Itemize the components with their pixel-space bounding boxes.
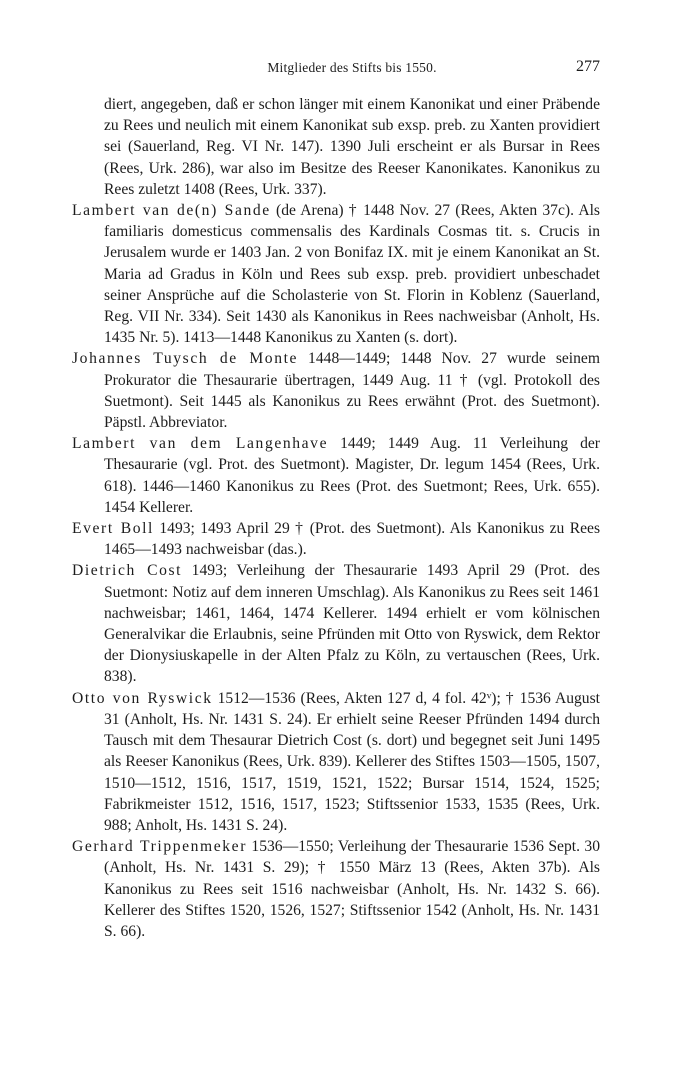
entry-name: Lambert van dem Langenhave [72,435,329,453]
running-title: Mitglieder des Stifts bis 1550. [267,60,437,75]
entry-lambert-van-dem-langenhave [72,433,600,518]
entry-name: Dietrich Cost [72,562,183,580]
page-header [104,60,600,80]
entry-name: Otto von Ryswick [72,689,213,707]
entry-continuation [72,94,600,200]
entry-text: 1493; Verleihung der Thesaurarie 1493 April 29 (Prot. des Suetmont: Notiz auf dem inneren Umschlag). Als Kanonikus zu Rees seit 1461 nachweisbar; 1461, 1464, 1474 Kellerer. 1494 erhielt er vom kölnischen Generalvikar die Erlaubnis, seine Pfründen mit Otto von Ryswick, dem Rektor der Dionysiuskapelle in der Alten Pfalz zu Köln, zu vertauschen (Rees, Urk. 838). [104,562,600,686]
entry-name: Gerhard Trippenmeker [72,838,247,856]
entry-text: (de Arena) † 1448 Nov. 27 (Rees, Akten 37c). Als familiaris domesticus commensalis des Kardinals Cosmas tit. s. Crucis in Jerusalem wurde er 1403 Jan. 2 von Bonifaz IX. mit je einem Kanonikat an St. Maria ad Gradus in Köln und Rees sub exsp. preb. providiert unbeschadet seiner Ansprüche auf die Scholasterie von St. Florin in Koblenz (Sauerland, Reg. VII Nr. 334). Seit 1430 als Kanonikus in Rees nachweisbar (Anholt, Hs. 1435 Nr. 5). 1413—1448 Kanonikus zu Xanten (s. dort). [104,202,600,347]
entry-otto-von-ryswick [72,688,600,836]
entry-text: 1449; 1449 Aug. 11 Verleihung der Thesaurarie (vgl. Prot. des Suetmont). Magister, Dr. legum 1454 (Rees, Urk. 618). 1446—1460 Kanonikus zu Rees (Prot. des Suetmont; Rees, Urk. 655). 1454 Kellerer. [104,435,600,516]
entry-evert-boll [72,518,600,560]
entry-johannes-tuysch-de-monte [72,348,600,433]
entry-gerhard-trippenmeker [72,836,600,942]
entry-name: Lambert van de(n) Sande [72,202,271,220]
entry-name: Johannes Tuysch de Monte [72,350,299,368]
entry-text: diert, angegeben, daß er schon länger mit einem Kanonikat und einer Präbende zu Rees und neulich mit einem Kanonikat sub exsp. preb. zu Xanten providiert sei (Sauerland, Reg. VI Nr. 147). 1390 Juli erscheint er als Bursar in Rees (Rees, Urk. 286), war also im Besitze des Reeser Kanonikates. Kanonikus zu Rees zuletzt 1408 (Rees, Urk. 337). [104,96,600,198]
entry-text: 1536—1550; Verleihung der Thesaurarie 1536 Sept. 30 (Anholt, Hs. Nr. 1431 S. 29); † 1550 März 13 (Rees, Akten 37b). Als Kanonikus zu Rees seit 1516 nachweisbar (Anholt, Hs. Nr. 1432 S. 66). Kellerer des Stiftes 1520, 1526, 1527; Stiftssenior 1542 (Anholt, Hs. Nr. 1431 S. 66). [104,838,600,940]
entry-dietrich-cost [72,560,600,687]
entry-text: 1512—1536 (Rees, Akten 127 d, 4 fol. 42ᵛ); † 1536 August 31 (Anholt, Hs. Nr. 1431 S. 24). Er erhielt seine Reeser Pfründen 1494 durch Tausch mit dem Thesaurar Dietrich Cost (s. dort) und begegnet seit Juni 1495 als Reeser Kanonikus (Rees, Urk. 839). Kellerer des Stiftes 1503—1505, 1507, 1510—1512, 1516, 1517, 1519, 1521, 1522; Bursar 1514, 1524, 1525; Fabrikmeister 1512, 1516, 1517, 1523; Stiftssenior 1533, 1535 (Rees, Urk. 988; Anholt, Hs. 1431 S. 24). [104,689,600,834]
entry-name: Evert Boll [72,520,154,538]
entry-text: 1493; 1493 April 29 † (Prot. des Suetmont). Als Kanonikus zu Rees 1465—1493 nachweisbar (das.). [104,520,601,559]
body-text [72,94,600,942]
entry-lambert-van-den-sande [72,200,600,348]
page-number: 277 [576,58,600,75]
entry-text: 1448—1449; 1448 Nov. 27 wurde seinem Prokurator die Thesaurarie übertragen, 1449 Aug. 11 † (vgl. Protokoll des Suetmont). Seit 1445 als Kanonikus zu Rees erwähnt (Prot. des Suetmont). Päpstl. Abbreviator. [104,350,600,432]
